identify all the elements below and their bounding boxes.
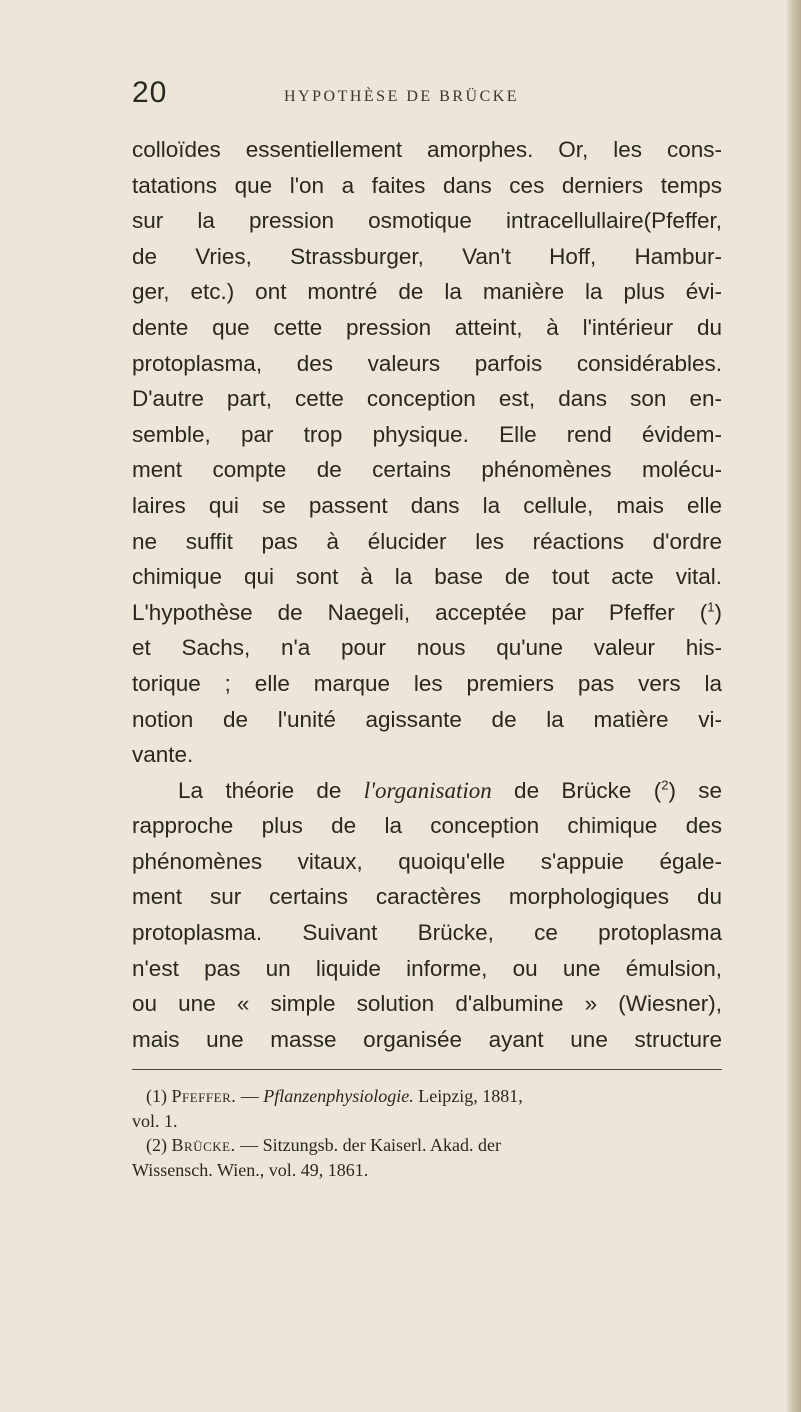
- footnote-ref-1[interactable]: 1: [707, 599, 715, 615]
- footnote-mark: (2): [146, 1135, 167, 1155]
- footnote-author: Brücke.: [171, 1135, 236, 1155]
- text-line: vante.: [132, 742, 194, 768]
- text-run: L'hypothèse de Naegeli, acceptée par Pfeffer (: [132, 599, 708, 625]
- text-line: ment compte de certains phénomènes molécu-: [132, 457, 722, 483]
- text-line: ne suffit pas à élucider les réactions d'ordre: [132, 528, 722, 554]
- footnote-mark: (1): [146, 1086, 167, 1106]
- text-line: sur la pression osmotique intracellullaire(Pfeffer,: [132, 208, 722, 234]
- footnote-divider: [132, 1069, 722, 1070]
- footnote-2: [132, 1133, 722, 1158]
- text-line: et Sachs, n'a pour nous qu'une valeur his-: [132, 635, 722, 661]
- text-run: de Brücke (: [491, 777, 662, 803]
- italic-term: l'organisation: [363, 777, 492, 803]
- text-line: [132, 773, 722, 809]
- text-run: ) se: [668, 777, 722, 803]
- text-line: tatations que l'on a faites dans ces derniers temps: [132, 172, 722, 198]
- text-line: rapproche plus de la conception chimique des: [132, 813, 722, 839]
- text-line: torique ; elle marque les premiers pas vers la: [132, 670, 722, 696]
- text-line: laires qui se passent dans la cellule, mais elle: [132, 492, 722, 518]
- text-run: ): [714, 599, 722, 625]
- text-line: semble, par trop physique. Elle rend évidem-: [132, 421, 722, 447]
- footnote-ref-2[interactable]: 2: [661, 777, 669, 793]
- text-line: notion de l'unité agissante de la matière vi-: [132, 706, 722, 732]
- text-line: protoplasma. Suivant Brücke, ce protoplasma: [132, 920, 722, 946]
- footnote-author: Pfeffer.: [171, 1086, 237, 1106]
- text-line: n'est pas un liquide informe, ou une émulsion,: [132, 955, 722, 981]
- text-line: phénomènes vitaux, quoiqu'elle s'appuie égale-: [132, 848, 722, 874]
- text-line: D'autre part, cette conception est, dans son en-: [132, 386, 722, 412]
- footnote-2-continuation: Wissensch. Wien., vol. 49, 1861.: [132, 1159, 369, 1180]
- footnote-1-continuation: vol. 1.: [132, 1110, 178, 1131]
- text-line: dente que cette pression atteint, à l'intérieur du: [132, 314, 722, 340]
- text-line: protoplasma, des valeurs parfois considérables.: [132, 350, 722, 376]
- text-line: colloïdes essentiellement amorphes. Or, les cons-: [132, 137, 722, 162]
- text-line: ment sur certains caractères morphologiques du: [132, 884, 722, 910]
- footnote-dash: —: [236, 1086, 264, 1106]
- footnote-1: [132, 1084, 722, 1109]
- footnote-text: — Sitzungsb. der Kaiserl. Akad. der: [235, 1135, 502, 1155]
- running-head: HYPOTHÈSE DE BRÜCKE: [284, 88, 520, 105]
- text-line: [132, 595, 722, 631]
- text-line: chimique qui sont à la base de tout acte vital.: [132, 564, 722, 590]
- page-header: [0, 76, 801, 116]
- text-line: de Vries, Strassburger, Van't Hoff, Hambur-: [132, 243, 722, 269]
- text-run: La théorie de: [178, 777, 364, 803]
- page-number: 20: [132, 76, 168, 109]
- footnote-title: Pflanzenphysiologie.: [263, 1086, 414, 1106]
- footnote-text: Leipzig, 1881,: [413, 1086, 523, 1106]
- text-line: ou une « simple solution d'albumine » (Wiesner),: [132, 991, 722, 1017]
- body-text: [132, 132, 722, 1057]
- text-line: mais une masse organisée ayant une structure: [132, 1026, 722, 1052]
- page-edge: [787, 0, 801, 1412]
- footnotes: [132, 1084, 722, 1182]
- text-line: ger, etc.) ont montré de la manière la plus évi-: [132, 279, 722, 305]
